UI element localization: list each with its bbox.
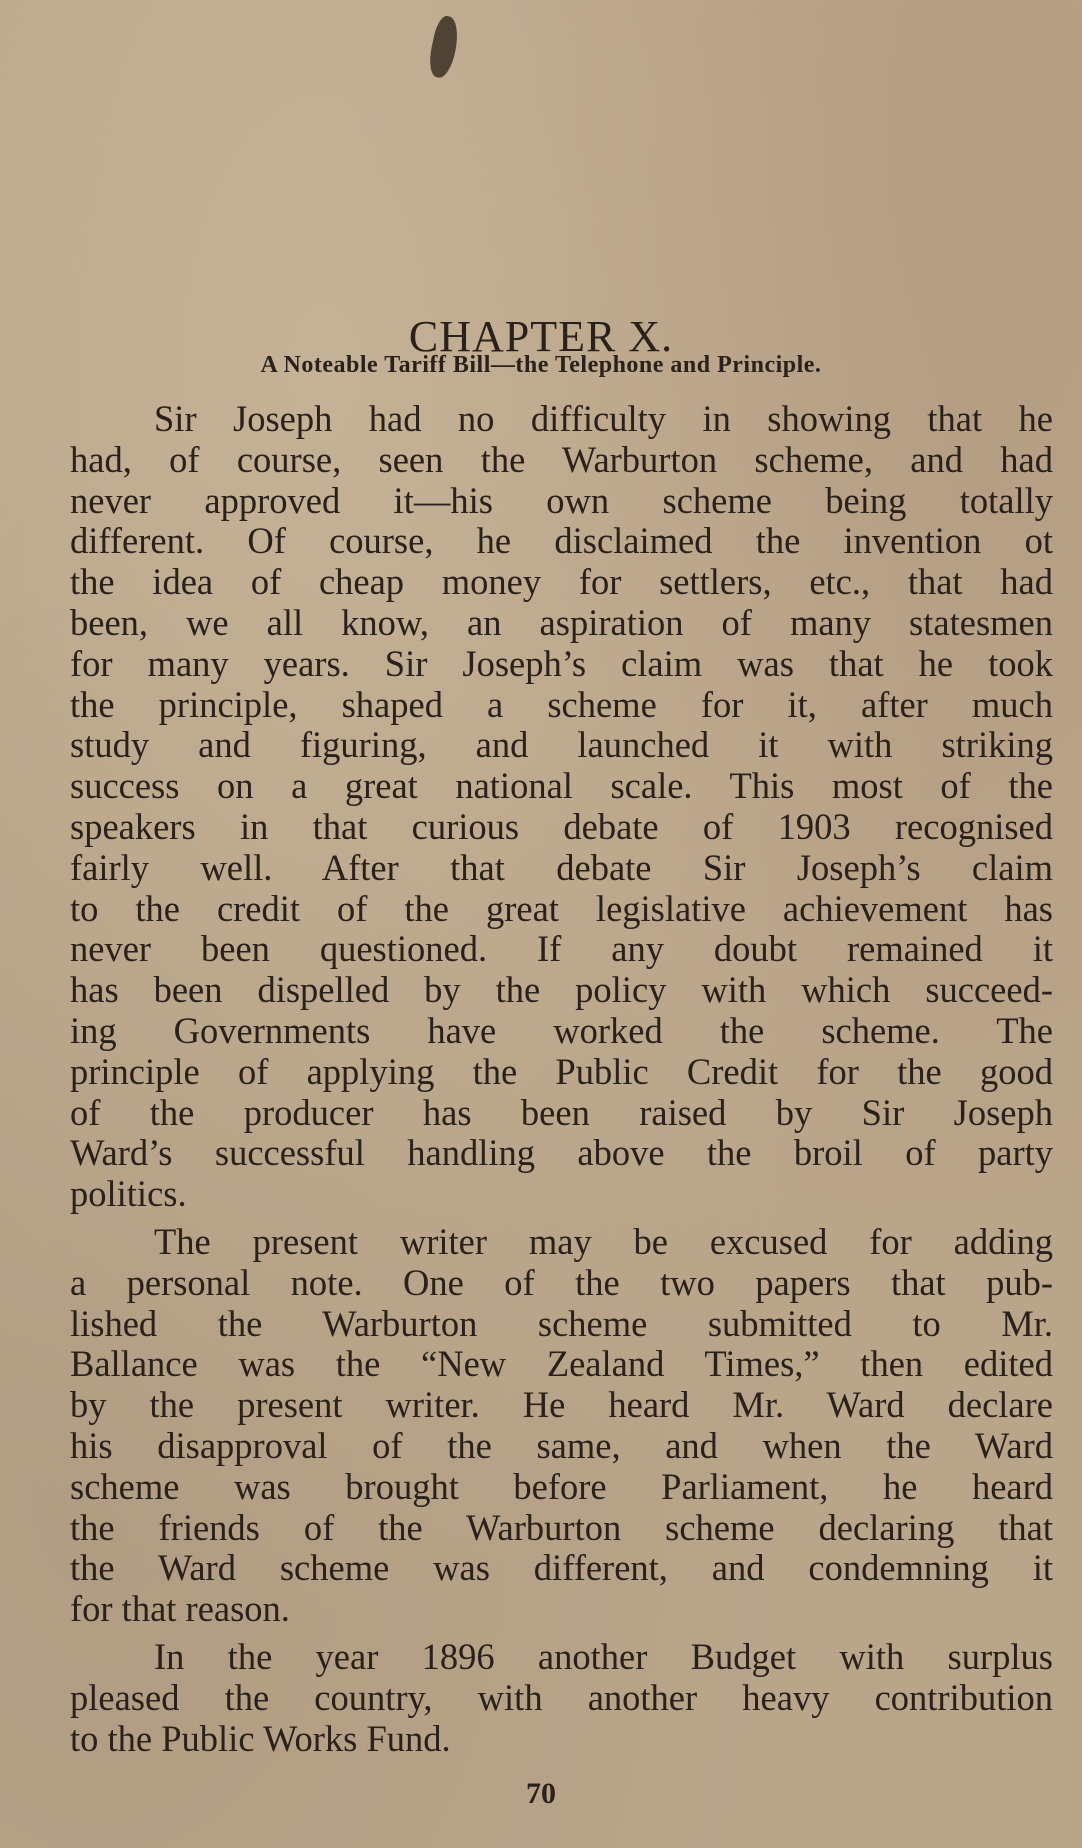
- paragraph: [70, 399, 1053, 1215]
- text-line: his disapproval of the same, and when the Ward: [70, 1424, 1053, 1466]
- body-text: [70, 399, 1053, 1759]
- text-line: In the year 1896 another Budget with surplus: [154, 1635, 1053, 1677]
- text-line: lished the Warburton scheme submitted to Mr.: [70, 1302, 1053, 1344]
- text-line: had, of course, seen the Warburton scheme, and had: [70, 438, 1053, 480]
- text-line: the friends of the Warburton scheme declaring that: [70, 1506, 1053, 1548]
- text-line: politics.: [70, 1173, 187, 1215]
- page-number: 70: [526, 1777, 556, 1810]
- text-line: to the credit of the great legislative achievement has: [70, 887, 1053, 929]
- chapter-title: CHAPTER X.: [408, 312, 674, 362]
- text-line: the principle, shaped a scheme for it, after much: [70, 683, 1053, 725]
- text-line: success on a great national scale. This most of the: [70, 765, 1053, 807]
- text-line: scheme was brought before Parliament, he heard: [70, 1465, 1053, 1507]
- paragraph: [70, 1222, 1053, 1630]
- text-line: different. Of course, he disclaimed the invention ot: [70, 520, 1053, 562]
- text-line: study and figuring, and launched it with striking: [70, 724, 1053, 766]
- paragraph: [70, 1637, 1053, 1759]
- chapter-subtitle: A Noteable Tariff Bill—the Telephone and Principle.: [260, 352, 822, 378]
- text-line: has been dispelled by the policy with which succeed-: [70, 969, 1053, 1011]
- text-line: speakers in that curious debate of 1903 recognised: [70, 805, 1053, 847]
- text-line: principle of applying the Public Credit for the good: [70, 1050, 1053, 1092]
- text-line: for that reason.: [70, 1588, 290, 1630]
- text-line: never been questioned. If any doubt remained it: [70, 928, 1053, 970]
- text-line: Sir Joseph had no difficulty in showing that he: [154, 398, 1053, 439]
- text-line: to the Public Works Fund.: [70, 1717, 451, 1759]
- text-line: fairly well. After that debate Sir Joseph’s claim: [70, 846, 1053, 888]
- text-line: the idea of cheap money for settlers, etc., that had: [70, 561, 1053, 603]
- text-line: pleased the country, with another heavy contribution: [70, 1676, 1053, 1718]
- text-line: been, we all know, an aspiration of many statesmen: [70, 601, 1053, 643]
- text-line: Ward’s successful handling above the broil of party: [70, 1132, 1053, 1174]
- text-line: a personal note. One of the two papers that pub-: [70, 1261, 1053, 1303]
- text-line: for many years. Sir Joseph’s claim was that he took: [70, 642, 1053, 684]
- text-line: never approved it—his own scheme being totally: [70, 479, 1053, 521]
- text-line: the Ward scheme was different, and condemning it: [70, 1547, 1053, 1589]
- text-line: Ballance was the “New Zealand Times,” then edited: [70, 1343, 1053, 1385]
- text-line: of the producer has been raised by Sir Joseph: [70, 1091, 1053, 1133]
- text-line: by the present writer. He heard Mr. Ward declare: [70, 1384, 1053, 1426]
- ink-smudge: [426, 14, 462, 80]
- text-line: ing Governments have worked the scheme. The: [70, 1009, 1053, 1051]
- text-line: The present writer may be excused for adding: [154, 1220, 1053, 1262]
